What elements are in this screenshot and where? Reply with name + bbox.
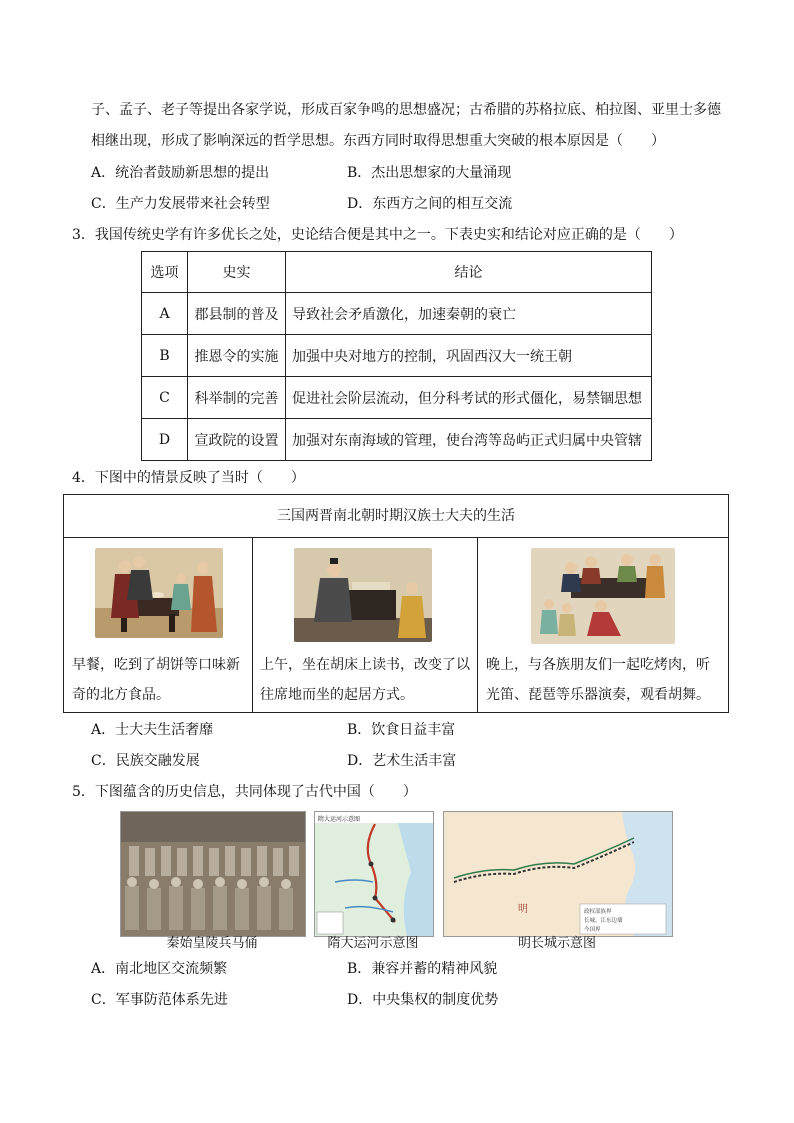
q2-option-b[interactable]: B．杰出思想家的大量涌现	[347, 165, 512, 181]
q4-panel-evening	[478, 538, 729, 713]
q2-stem-line-1: 子、孟子、老子等提出各家学说，形成百家争鸣的思想盛况；古希腊的苏格拉底、柏拉图、亚里士多德	[91, 102, 721, 118]
legend-item: 政权部族界	[584, 909, 612, 915]
q4-panel-title: 三国两晋南北朝时期汉族士大夫的生活	[64, 495, 728, 538]
breakfast-illustration	[95, 548, 223, 638]
q4-panel	[63, 494, 729, 713]
q4-option-d[interactable]: D．艺术生活丰富	[347, 753, 457, 769]
q4-option-b[interactable]: B．饮食日益丰富	[347, 722, 456, 738]
q5-option-b[interactable]: B．兼容并蓄的精神风貌	[347, 961, 498, 977]
table-row	[142, 293, 652, 335]
caption-grand-canal: 隋大运河示意图	[327, 936, 419, 951]
table-cell-conclusion: 加强中央对地方的控制，巩固西汉大一统王朝	[286, 335, 652, 377]
table-cell-fact: 科举制的完善	[188, 377, 286, 419]
caption-terracotta: 秦始皇陵兵马俑	[166, 936, 258, 951]
table-cell-conclusion: 加强对东南海域的管理，使台湾等岛屿正式归属中央管辖	[286, 419, 652, 461]
q2-stem-line-2: 相继出现，形成了影响深远的哲学思想。东西方同时取得思想重大突破的根本原因是（ ）	[91, 133, 665, 149]
caption-great-wall: 明长城示意图	[517, 936, 596, 951]
q4-stem: 4．下图中的情景反映了当时（ ）	[72, 470, 305, 486]
table-cell-option: D	[142, 419, 188, 461]
terracotta-warriors-photo	[120, 811, 306, 937]
table-row	[142, 377, 652, 419]
table-cell-conclusion: 促进社会阶层流动，但分科考试的形式僵化，易禁锢思想	[286, 377, 652, 419]
table-row	[142, 335, 652, 377]
q4-caption-breakfast: 早餐，吃到了胡饼等口味新奇的北方食品。	[72, 657, 240, 703]
q2-option-d[interactable]: D．东西方之间的相互交流	[347, 196, 513, 212]
q2-option-c[interactable]: C．生产力发展带来社会转型	[91, 196, 270, 212]
table-header-row	[142, 252, 652, 293]
table-cell-fact: 推恩令的实施	[188, 335, 286, 377]
q3-stem: 3．我国传统史学有许多优长之处，史论结合便是其中之一。下表史实和结论对应正确的是（ ）	[72, 227, 683, 243]
q4-caption-evening: 晚上，与各族朋友们一起吃烤肉，听光笛、琵琶等乐器演奏，观看胡舞。	[486, 657, 710, 703]
table-cell-conclusion: 导致社会矛盾激化，加速秦朝的衰亡	[286, 293, 652, 335]
legend-item: 今国界	[584, 927, 601, 933]
ming-map-label: 明	[518, 904, 528, 915]
table-cell-option: C	[142, 377, 188, 419]
table-header-option: 选项	[142, 252, 188, 293]
q3-table	[141, 251, 652, 461]
grand-canal-map	[314, 811, 434, 937]
q4-panel-reading	[252, 538, 478, 713]
q4-panel-breakfast	[64, 538, 253, 713]
grand-canal-map-title: 隋大运河示意图	[318, 816, 361, 823]
q5-stem: 5．下图蕴含的历史信息，共同体现了古代中国（ ）	[72, 784, 417, 800]
table-cell-option: B	[142, 335, 188, 377]
q4-caption-reading: 上午，坐在胡床上读书，改变了以往席地而坐的起居方式。	[260, 657, 470, 703]
legend-item: 长城、江东边墙	[584, 918, 623, 924]
ming-great-wall-map	[443, 811, 673, 937]
table-header-conclusion: 结论	[286, 252, 652, 293]
q5-option-d[interactable]: D．中央集权的制度优势	[347, 992, 499, 1008]
table-cell-fact: 郡县制的普及	[188, 293, 286, 335]
q5-option-c[interactable]: C．军事防范体系先进	[91, 992, 228, 1008]
table-row	[142, 419, 652, 461]
evening-banquet-illustration	[531, 548, 675, 644]
q2-option-a[interactable]: A．统治者鼓励新思想的提出	[91, 165, 270, 181]
reading-illustration	[294, 548, 432, 642]
q4-option-a[interactable]: A．士大夫生活奢靡	[91, 722, 214, 738]
table-cell-fact: 宣政院的设置	[188, 419, 286, 461]
table-cell-option: A	[142, 293, 188, 335]
q4-option-c[interactable]: C．民族交融发展	[91, 753, 200, 769]
q5-option-a[interactable]: A．南北地区交流频繁	[91, 961, 228, 977]
table-header-fact: 史实	[188, 252, 286, 293]
